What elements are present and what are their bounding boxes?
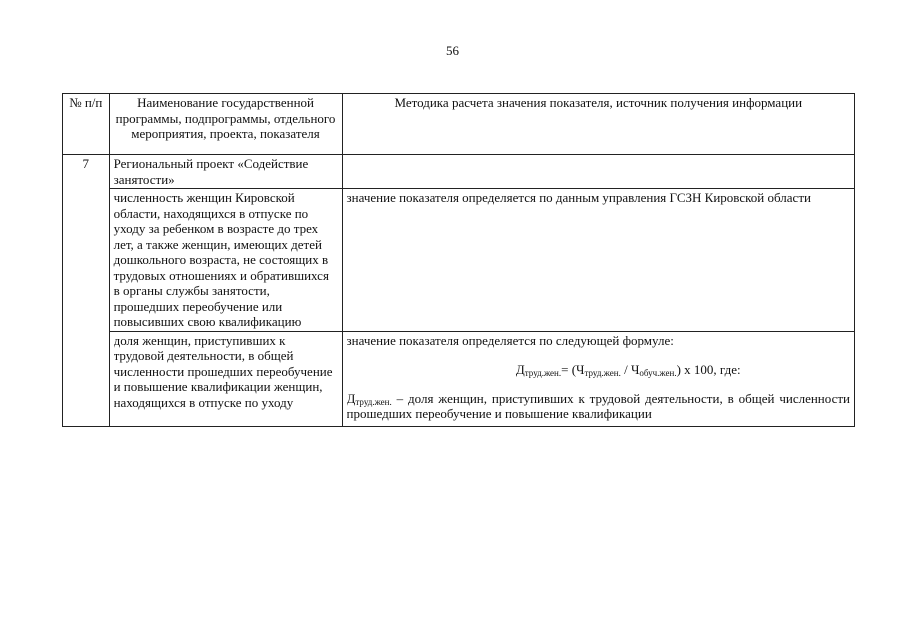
formula-lhs-sub: труд.жен. bbox=[524, 368, 562, 378]
formula-slash: / Ч bbox=[620, 362, 640, 377]
indicator-2-method-intro: значение показателя определяется по следующей формуле: bbox=[346, 332, 674, 348]
header-name: Наименование государственной программы, подпрограммы, отдельного мероприятия, проекта, показателя bbox=[109, 94, 342, 155]
project-method bbox=[342, 155, 854, 189]
project-num: 7 bbox=[63, 155, 110, 427]
table-row bbox=[63, 331, 855, 426]
project-name: Региональный проект «Содействие занятости» bbox=[109, 155, 342, 189]
formula bbox=[407, 362, 850, 378]
header-method: Методика расчета значения показателя, источник получения информации bbox=[342, 94, 854, 155]
table-row bbox=[63, 155, 855, 189]
page-number: 56 bbox=[446, 43, 459, 58]
formula-lhs: Д bbox=[515, 362, 525, 377]
formula-num-sub: труд.жен. bbox=[584, 368, 621, 378]
table-header-row bbox=[63, 94, 855, 155]
formula-tail: ) х 100, где: bbox=[676, 362, 741, 377]
table-row bbox=[63, 189, 855, 332]
header-num: № п/п bbox=[63, 94, 110, 155]
formula-den-sub: обуч.жен. bbox=[639, 368, 677, 378]
definition-sub: труд.жен. bbox=[355, 396, 392, 407]
program-table bbox=[62, 93, 855, 427]
indicator-2-name-cell bbox=[109, 331, 342, 426]
formula-eq: = (Ч bbox=[561, 362, 585, 377]
definition bbox=[347, 391, 850, 422]
indicator-1-method: значение показателя определяется по данным управления ГСЗН Кировской области bbox=[342, 189, 854, 332]
indicator-2-method-cell bbox=[342, 331, 854, 426]
indicator-1-name: численность женщин Кировской области, находящихся в отпуске по уходу за ребенком в возрасте до трех лет, а также женщин, имеющих детей дошкольного возраста, не состоящих в трудовых отношениях и обратившихся в органы службы занятости, прошедших переобучение или повысивших свою квалификацию bbox=[109, 189, 342, 332]
indicator-2-name: доля женщин, приступивших к трудовой деятельности, в общей численности прошедших переобучение и повышение квалификации женщин, находящихся в отпуске по уходу bbox=[113, 332, 333, 410]
definition-text: – доля женщин, приступивших к трудовой деятельности, в общей численности прошедших переобучение и повышение квалификации bbox=[346, 390, 850, 421]
definition-letter: Д bbox=[346, 390, 356, 406]
